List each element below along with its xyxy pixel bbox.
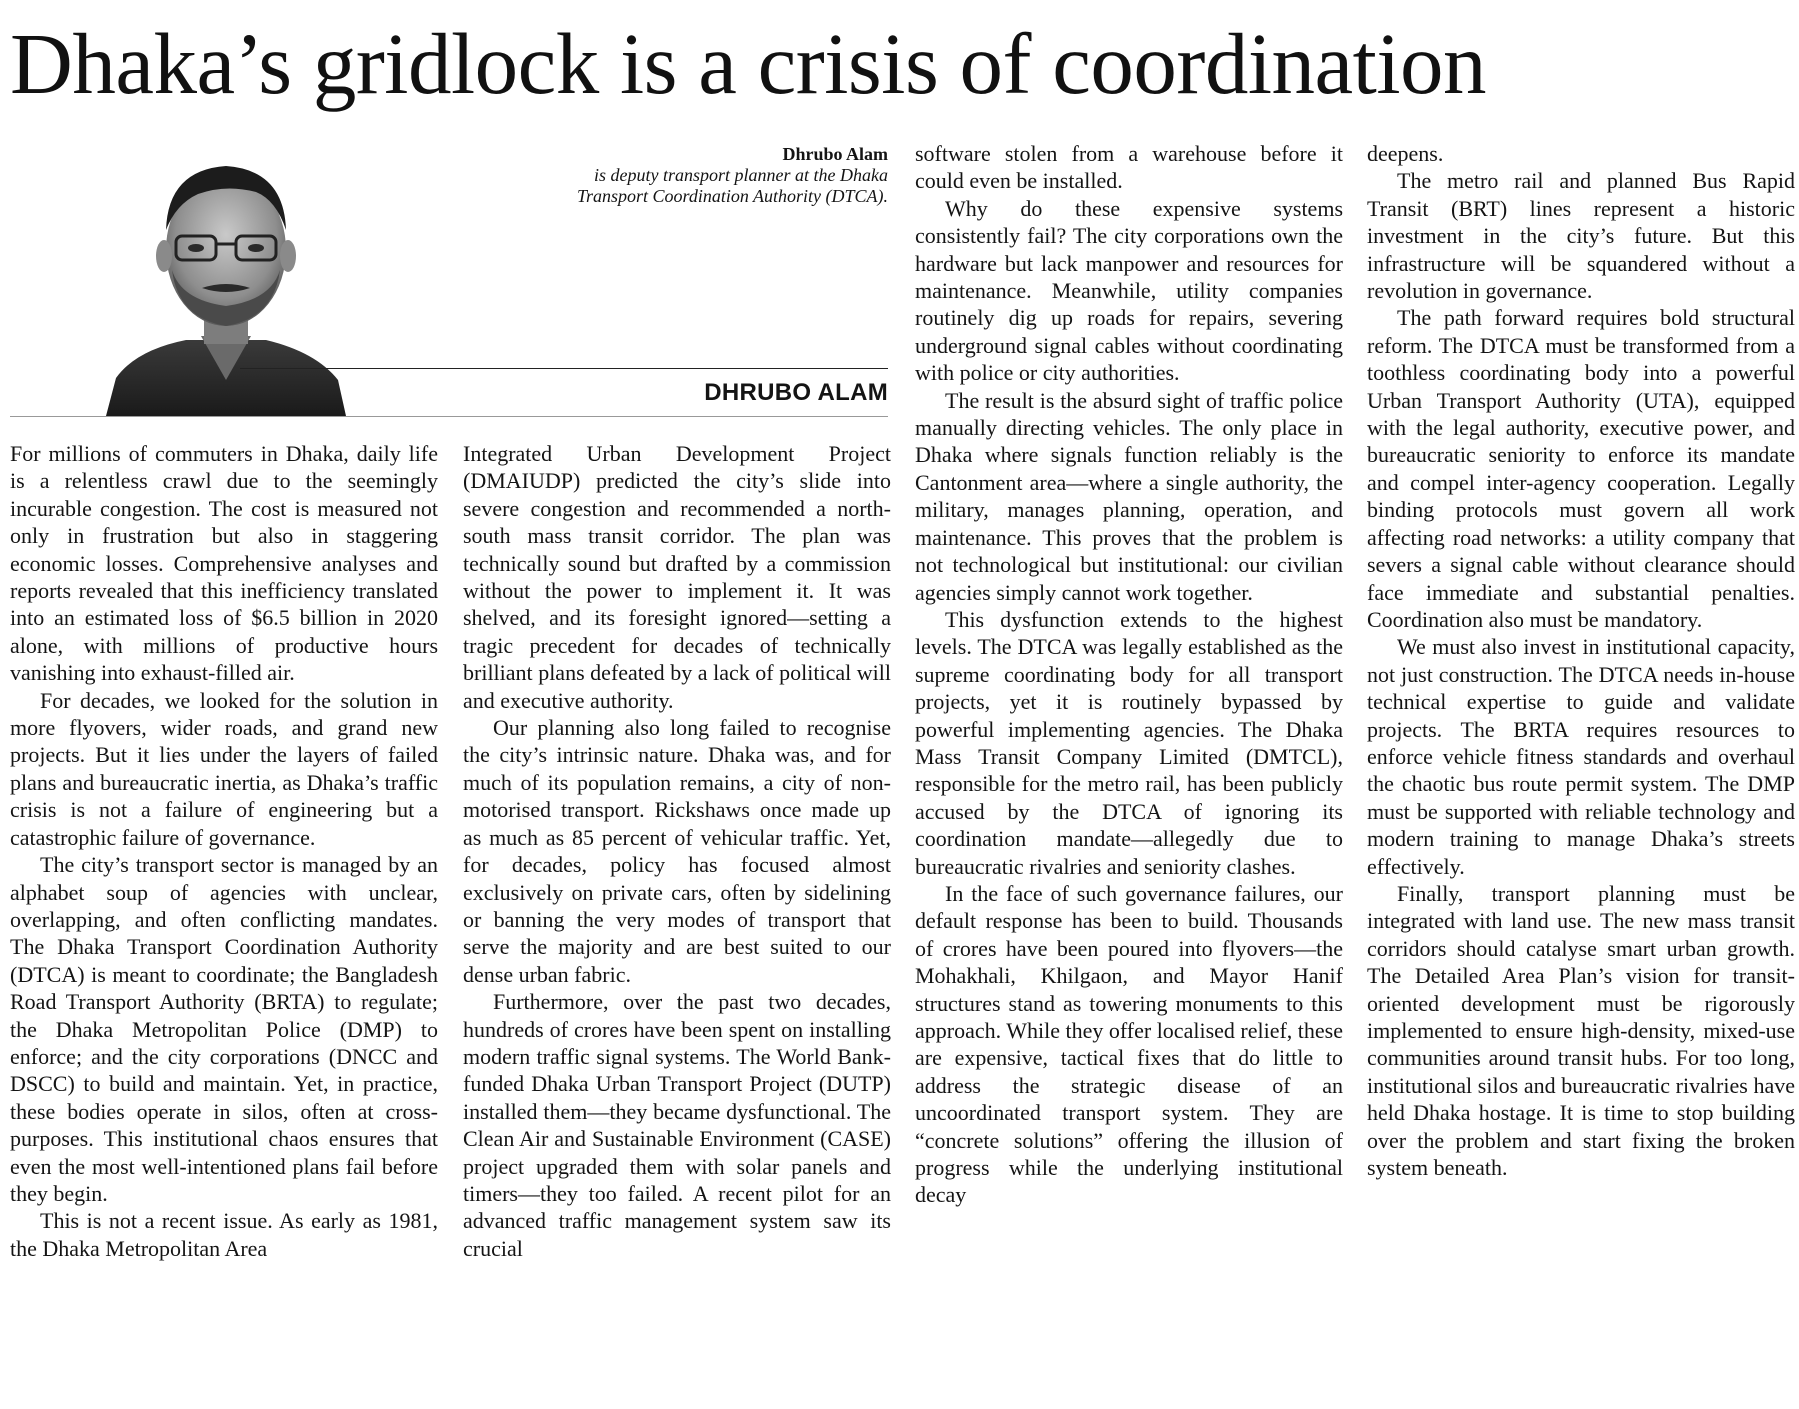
paragraph: Integrated Urban Development Project (DMAIUDP) predicted the city’s slide into severe congestion and recommended a north-south mass transit corridor. The plan was technically sound but drafted by a commission without the power to implement it. It was shelved, and its foresight ignored—setting a tragic precedent for decades of technically brilliant plans defeated by a lack of political will and executive authority. bbox=[463, 441, 891, 713]
author-block bbox=[10, 140, 888, 416]
paragraph: We must also invest in institutional capacity, not just construction. The DTCA needs in-house technical expertise to guide and validate projects. The BRTA requires resources to enforce vehicle fitness standards and overhaul the chaotic bus route permit system. The DMP must be supported with reliable technology and modern training to manage Dhaka’s streets effectively. bbox=[1367, 634, 1795, 879]
paragraph: The path forward requires bold structural reform. The DTCA must be transformed from a toothless coordinating body into a powerful Urban Transport Authority (UTA), equipped with the legal authority, executive power, and bureaucratic seniority to enforce its mandate and compel inter-agency cooperation. Legally binding protocols must govern all work affecting road networks: a utility company that severs a signal cable without clearance should face immediate and substantial penalties. Coordination also must be mandatory. bbox=[1367, 305, 1795, 632]
headline: Dhaka’s gridlock is a crisis of coordination bbox=[10, 15, 1486, 112]
paragraph: deepens. bbox=[1367, 141, 1444, 166]
paragraph: Why do these expensive systems consistently fail? The city corporations own the hardware but lack manpower and resources for maintenance. Meanwhile, utility companies routinely dig up roads for repairs, severing underground signal cables without coordinating with police or city authorities. bbox=[915, 195, 1343, 386]
paragraph: This dysfunction extends to the highest levels. The DTCA was legally established as the supreme coordinating body for all transport projects, yet it is routinely bypassed by powerful implementing agencies. The Dhaka Mass Transit Company Limited (DMTCL), responsible for the metro rail, has been publicly accused by the DTCA of ignoring its coordination mandate—allegedly due to bureaucratic rivalries and seniority clashes. bbox=[915, 606, 1343, 879]
paragraph: For decades, we looked for the solution in more flyovers, wider roads, and grand new projects. But it lies under the layers of failed plans and bureaucratic inertia, as Dhaka’s traffic crisis is not a failure of engineering but a catastrophic failure of governance. bbox=[10, 687, 438, 850]
byline-rule bbox=[240, 368, 888, 369]
article-column-4 bbox=[1367, 140, 1795, 1181]
article-column-1 bbox=[10, 440, 438, 1262]
author-bio bbox=[528, 144, 888, 207]
article-column-3 bbox=[915, 140, 1343, 1209]
author-portrait bbox=[106, 140, 346, 416]
article-column-2 bbox=[463, 440, 891, 1262]
paragraph: The result is the absurd sight of traffic police manually directing vehicles. The only place in Dhaka where signals function reliably is the Cantonment area—where a single authority, the military, manages planning, operation, and maintenance. This proves that the problem is not technological but institutional: our civilian agencies simply cannot work together. bbox=[915, 387, 1343, 605]
paragraph: Furthermore, over the past two decades, hundreds of crores have been spent on installing modern traffic signal systems. The World Bank-funded Dhaka Urban Transport Project (DUTP) installed them—they became dysfunctional. The Clean Air and Sustainable Environment (CASE) project upgraded them with solar panels and timers—they too failed. A recent pilot for an advanced traffic management system saw its crucial bbox=[463, 989, 891, 1261]
paragraph: Our planning also long failed to recognise the city’s intrinsic nature. Dhaka was, and for much of its population remains, a city of non-motorised transport. Rickshaws once made up as much as 85 percent of vehicular traffic. Yet, for decades, policy has focused almost exclusively on private cars, often by sidelining or banning the very modes of transport that serve the majority and are best suited to our dense urban fabric. bbox=[463, 715, 891, 987]
paragraph: This is not a recent issue. As early as 1981, the Dhaka Metropolitan Area bbox=[10, 1208, 438, 1261]
portrait-baseline bbox=[10, 416, 888, 417]
paragraph: The city’s transport sector is managed by an alphabet soup of agencies with unclear, overlapping, and often conflicting mandates. The Dhaka Transport Coordination Authority (DTCA) is meant to coordinate; the Bangladesh Road Transport Authority (BRTA) to regulate; the Dhaka Metropolitan Police (DMP) to enforce; and the city corporations (DNCC and DSCC) to build and maintain. Yet, in practice, these bodies operate in silos, often at cross-purposes. This institutional chaos ensures that even the most well-intentioned plans fail before they begin. bbox=[10, 852, 438, 1206]
bio-text: is deputy transport planner at the Dhaka Transport Coordination Authority (DTCA). bbox=[576, 165, 888, 206]
paragraph: Finally, transport planning must be integrated with land use. The new mass transit corridors should catalyse smart urban growth. The Detailed Area Plan’s vision for transit-oriented development must be rigorously implemented to ensure high-density, mixed-use communities around transit hubs. For too long, institutional silos and bureaucratic rivalries have held Dhaka hostage. It is time to stop building over the problem and start fixing the broken system beneath. bbox=[1367, 880, 1795, 1181]
paragraph: In the face of such governance failures, our default response has been to build. Thousands of crores have been poured into flyovers—the Mohakhali, Khilgaon, and Mayor Hanif structures stand as towering monuments to this approach. While they offer localised relief, these are expensive, tactical fixes that do little to address the strategic disease of an uncoordinated transport system. They are “concrete solutions” offering the illusion of progress while the underlying institutional decay bbox=[915, 880, 1344, 1208]
byline: DHRUBO ALAM bbox=[704, 379, 888, 406]
bio-name: Dhrubo Alam bbox=[782, 144, 888, 164]
paragraph: The metro rail and planned Bus Rapid Transit (BRT) lines represent a historic investment in the city’s future. But this infrastructure will be squandered without a revolution in governance. bbox=[1367, 168, 1795, 304]
paragraph: software stolen from a warehouse before it could even be installed. bbox=[915, 141, 1343, 194]
paragraph: For millions of commuters in Dhaka, daily life is a relentless crawl due to the seemingly incurable congestion. The cost is measured not only in frustration but also in staggering economic losses. Comprehensive analyses and reports revealed that this inefficiency translated into an estimated loss of $6.5 billion in 2020 alone, with millions of productive hours vanishing into exhaust-filled air. bbox=[10, 441, 438, 686]
